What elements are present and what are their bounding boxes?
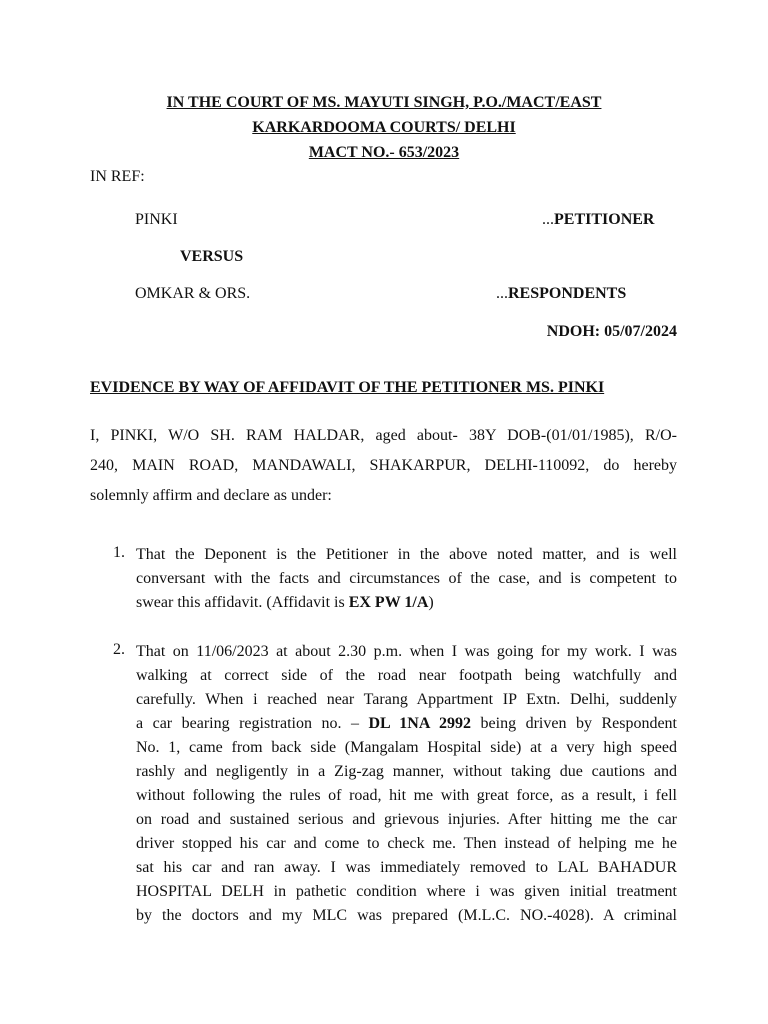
versus-label: VERSUS [180, 248, 244, 265]
affidavit-title: EVIDENCE BY WAY OF AFFIDAVIT OF THE PETITIONER MS. PINKI [90, 379, 605, 396]
court-place: KARKARDOOMA COURTS/ DELHI [252, 119, 516, 136]
petitioner-designation: ...PETITIONER [542, 211, 655, 228]
petitioner-name: PINKI [135, 211, 178, 228]
exhibit-mark: EX PW 1/A [348, 594, 429, 611]
paragraph-number: 2. [113, 641, 125, 658]
paragraph-2: That on 11/06/2023 at about 2.30 p.m. when I was going for my work. I was walking at correct side of the road near footpath being watchfully and carefully. When i reached near Tarang Appartment IP Extn. Delhi, suddenly a car bearing registration no. – DL 1NA 2992 being driven by Respondent No. 1, came from back side (Mangalam Hospital side) at a very high speed rashly and negligently in a Zig-zag manner, without taking due cautions and without following the rules of road, hit me with great force, as a result, i fell on road and sustained serious and grievous injuries. After hitting me the car driver stopped his car and come to check me. Then instead of helping me he sat his car and ran away. I was immediately removed to LAL BAHADUR HOSPITAL DELH in pathetic condition where i was given initial treatment by the doctors and my MLC was prepared (M.L.C. NO.-4028). A criminal [136, 643, 678, 924]
court-heading: IN THE COURT OF MS. MAYUTI SINGH, P.O./MACT/EAST [166, 94, 602, 111]
intro-paragraph: I, PINKI, W/O SH. RAM HALDAR, aged about- 38Y DOB-(01/01/1985), R/O- 240, MAIN ROAD, MANDAWALI, SHAKARPUR, DELHI-110092, do hereby solemnly affirm and declare as under: [90, 427, 677, 504]
in-ref-label: IN REF: [90, 168, 145, 185]
paragraph-1: That the Deponent is the Petitioner in the above noted matter, and is well conversant with the facts and circumstances of the case, and is competent to swear this affidavit. (Affidavit is EX PW 1/A) [136, 546, 677, 611]
paragraph-number: 1. [113, 544, 125, 561]
respondent-designation: ...RESPONDENTS [496, 285, 627, 302]
next-date-of-hearing: NDOH: 05/07/2024 [546, 323, 677, 340]
case-number: MACT NO.- 653/2023 [308, 144, 460, 161]
vehicle-registration: DL 1NA 2992 [368, 715, 472, 732]
respondent-name: OMKAR & ORS. [135, 285, 251, 302]
